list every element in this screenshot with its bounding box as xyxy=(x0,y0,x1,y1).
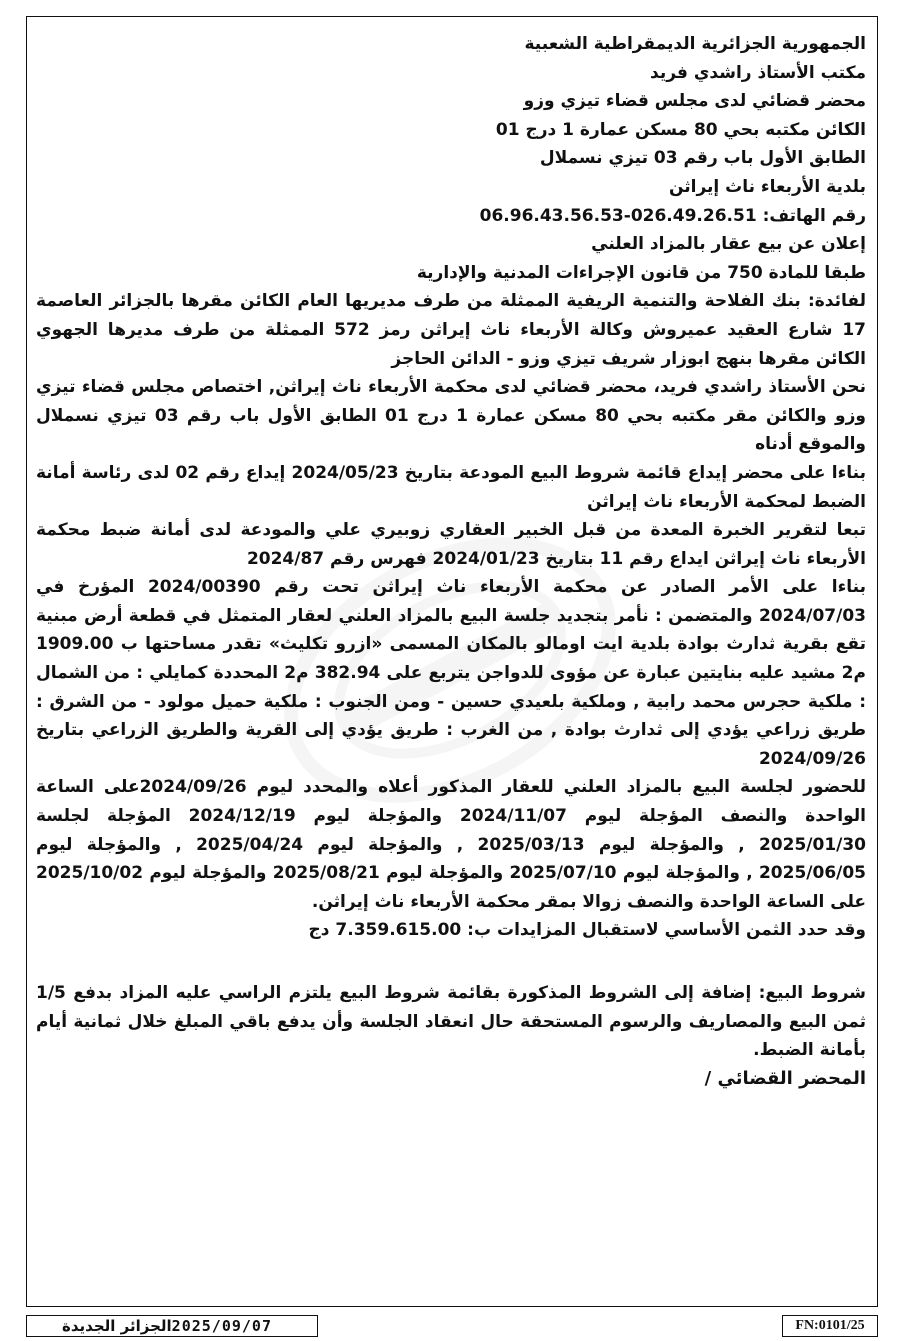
order-paragraph: بناءا على الأمر الصادر عن محكمة الأربعاء ناث إيراثن تحت رقم 2024/00390 المؤرخ في 2024/07/03 والمتضمن : نأمر بتجديد جلسة البيع بالمزاد العلني لعقار المتمثل في قطعة أرض مبنية تقع بقرية ثدارث بوادة بلدية ايت اومالو بالمكان المسمى «ازرو تكليث» تقدر مساحتها ب 1909.00 م2 مشيد عليه بنايتين عبارة عن مؤوى للدواجن يتربع على 382.94 م2 المحددة كمايلي : من الشمال : ملكية حجرس محمد رابية , وملكية بلعيدي حسين - ومن الجنوب : ملكية حميل مولود - من الشرق : طريق زراعي يؤدي إلى ثدارث بوادة , من الغرب : طريق يؤدي إلى القرية والطريق الزراعي بتاريخ 2024/09/26 xyxy=(36,577,866,769)
notice-body xyxy=(36,30,866,1093)
base-price: وقد حدد الثمن الأساسي لاستقبال المزايدات ب: 7.359.615.00 دج xyxy=(308,920,866,941)
publication-date: 2025/09/07 xyxy=(171,1317,272,1335)
attendance-paragraph: للحضور لجلسة البيع بالمزاد العلني للعقار المذكور أعلاه والمحدد ليوم 2024/09/26على الساعة الواحدة والنصف المؤجلة ليوم 2024/11/07 والمؤجلة ليوم 2024/12/19 المؤجلة لجلسة 2025/01/30 , والمؤجلة ليوم 2025/03/13 , والمؤجلة ليوم 2025/04/24 , والمؤجلة ليوم 2025/06/05 , والمؤجلة ليوم 2025/07/10 والمؤجلة ليوم 2025/08/21 والمؤجلة ليوم 2025/10/02 على الساعة الواحدة والنصف زوالا بمقر محكمة الأربعاء ناث إيراثن. xyxy=(36,777,867,912)
bailiff-paragraph: نحن الأستاذ راشدي فريد، محضر قضائي لدى محكمة الأربعاء ناث إيراثن, اختصاص مجلس قضاء تيزي وزو والكائن مقر مكتبه بحي 80 مسكن عمارة 1 درج 01 الطابق الأول باب رقم 03 تيزي نسملال والموقع أدناه xyxy=(36,377,866,455)
spacer xyxy=(36,945,866,979)
legal-basis: طبقا للمادة 750 من قانون الإجراءات المدنية والإدارية xyxy=(416,262,866,283)
header-republic: الجمهورية الجزائرية الديمقراطية الشعبية xyxy=(524,34,866,54)
expertise-paragraph: تبعا لتقرير الخبرة المعدة من قبل الخبير العقاري زوبيري علي والمودعة لدى أمانة ضبط محكمة الأربعاء ناث إيراثن ايداع رقم 11 بتاريخ 2024/01/23 فهرس رقم 2024/87 xyxy=(36,520,866,569)
fn-code: FN:0101/25 xyxy=(795,1318,865,1333)
sale-conditions: شروط البيع: إضافة إلى الشروط المذكورة بقائمة شروط البيع يلتزم الراسي عليه المزاد بدفع 1/5 ثمن البيع والمصاريف والرسوم المستحقة حال انعقاد الجلسة وأن يدفع باقي المبلغ خلال ثمانية أيام بأمانة الضبط. xyxy=(36,983,866,1061)
header-office: مكتب الأستاذ راشدي فريد xyxy=(650,62,866,83)
publication-footer xyxy=(26,1315,318,1337)
deposit-paragraph: بناءا على محضر إيداع قائمة شروط البيع المودعة بتاريخ 2024/05/23 إيداع رقم 02 لدى رئاسة أمانة الضبط لمحكمة الأربعاء ناث إيراثن xyxy=(36,462,866,512)
header-role: محضر قضائي لدى مجلس قضاء تيزي وزو xyxy=(523,91,866,112)
header-address-2: الطابق الأول باب رقم 03 تيزي نسملال xyxy=(539,148,866,169)
signature-label: المحضر القضائي / xyxy=(704,1067,866,1089)
header-municipality: بلدية الأربعاء ناث إيراثن xyxy=(668,176,866,197)
beneficiary-paragraph: لفائدة: بنك الفلاحة والتنمية الريفية الممثلة من طرف مديريها العام الكائن مقرها بالجزائر العاصمة 17 شارع العقيد عميروش وكالة الأربعاء ناث إيراثن رمز 572 الممثلة من طرف مديرها الجهوي الكائن مقرها بنهج ابوزار شريف تيزي وزو - الدائن الحاجز xyxy=(36,291,866,369)
newspaper-name: الجزائر الجديدة xyxy=(62,1317,172,1335)
header-phone: رقم الهاتف: 026.49.26.51-06.96.43.56.53 xyxy=(479,205,866,226)
notice-title: إعلان عن بيع عقار بالمزاد العلني xyxy=(591,234,866,255)
fn-code-box xyxy=(782,1315,878,1337)
header-address-1: الكائن مكتبه بحي 80 مسكن عمارة 1 درج 01 xyxy=(495,119,866,140)
